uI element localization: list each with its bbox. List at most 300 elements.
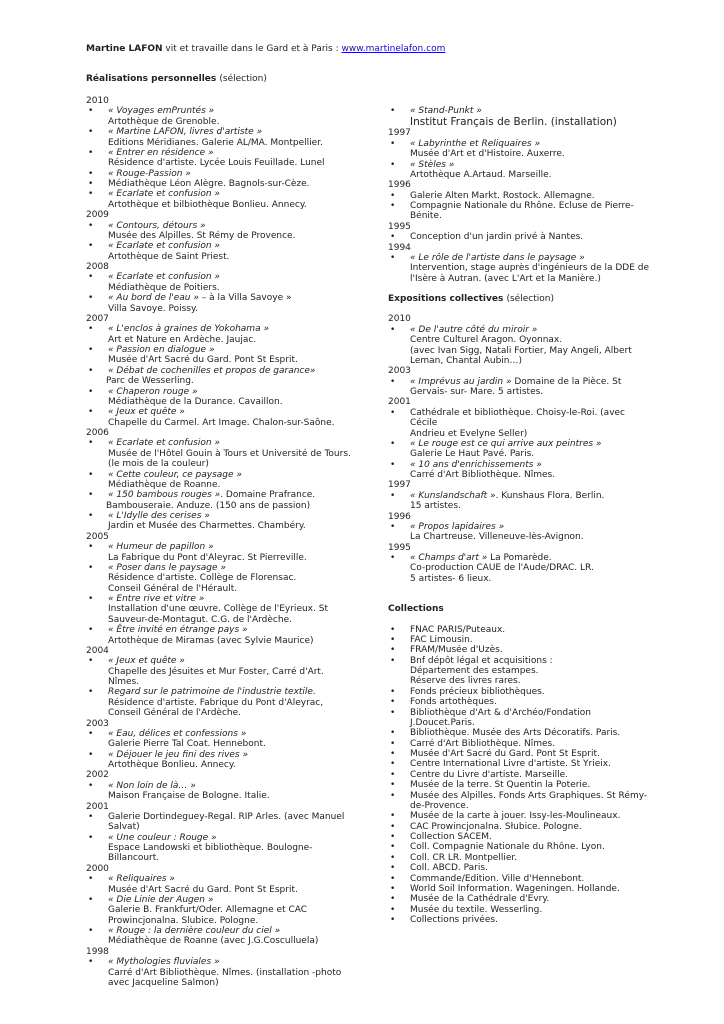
entry-title-rest: La Pomarède. (487, 553, 552, 563)
year-heading: 1994 (388, 242, 411, 253)
entry-title-text: « Ecarlate et confusion » (108, 438, 220, 449)
bullet-icon: • (88, 365, 94, 376)
collection-line: Réserve des livres rares. (410, 676, 521, 687)
collection-item (388, 687, 650, 697)
collection-line: Fonds précieux bibliothèques. (410, 686, 545, 697)
collection-item (388, 832, 650, 842)
list-item (388, 191, 650, 201)
year-heading: 2003 (388, 366, 411, 377)
bullet-icon: • (88, 542, 94, 553)
entry-title (108, 625, 356, 635)
entry-detail: Médiathèque de Roanne. (108, 479, 221, 490)
collection-item (388, 749, 650, 759)
entry-detail: Carré d'Art Bibliothèque. Nîmes. (installation -photo (108, 967, 342, 978)
collection-item (388, 863, 650, 873)
entry-title (108, 438, 356, 448)
entry-title (410, 491, 650, 501)
entry-title-text: « De l'autre côté du miroir » (410, 324, 538, 335)
entry-title-text: « Champs d'art » (410, 553, 488, 563)
collection-line: Collection SACEM. (410, 832, 492, 842)
bullet-icon: • (390, 634, 396, 645)
list-item (388, 491, 650, 512)
entry-detail: Villa Savoye. Poissy. (108, 303, 198, 314)
entry-detail: Intervention, stage auprès d'ingénieurs de la DDE de (410, 263, 650, 274)
bullet-icon: • (88, 780, 94, 791)
entry-detail: Nîmes. (108, 677, 140, 687)
collection-line: Musée de la terre. St Quentin la Poterie. (410, 780, 591, 791)
list-item (86, 957, 356, 988)
collection-line: Musée des Alpilles. Fonds Arts Graphiques. St Rémy- (410, 790, 648, 801)
list-item (388, 408, 650, 439)
entry-detail: 5 artistes- 6 lieux. (410, 573, 492, 584)
entry-detail: Galerie Dortindeguey-Regal. RIP Arles. (avec Manuel (108, 811, 345, 822)
entry-title (108, 106, 356, 116)
entry-title (108, 127, 356, 137)
bullet-icon: • (390, 738, 396, 749)
collection-item (388, 874, 650, 884)
entry-detail: Bambouseraie. Anduze. (150 ans de passion) (106, 500, 311, 511)
entry-detail: La Fabrique du Pont d'Aleyrac. St Pierreville. (108, 552, 307, 563)
entry-detail: Leman, Chantal Aubin…) (410, 355, 523, 366)
bullet-icon: • (88, 147, 94, 158)
entry-detail: Espace Landowski et bibliothèque. Boulogne- (108, 843, 313, 853)
list-item (86, 926, 356, 947)
bullet-icon: • (390, 904, 396, 915)
entry-title-text: « Jeux et quête » (108, 407, 185, 418)
collection-item (388, 697, 650, 707)
list-item (388, 325, 650, 367)
entry-detail: Résidence d'artiste. Fabrique du Pont d'Aleyrac, (108, 697, 324, 708)
year-heading: 1997 (388, 128, 411, 139)
entry-title-text: « Le rouge est ce qui arrive aux peintres » (410, 438, 602, 449)
bullet-icon: • (390, 769, 396, 780)
year-heading: 2010 (86, 96, 109, 106)
entry-title (410, 139, 650, 149)
entry-detail: Andrieu et Evelyne Seller) (410, 428, 528, 439)
collection-line: FRAM/Musée d'Uzès. (410, 645, 503, 656)
entry-detail: Artothèque Bonlieu. Annecy. (108, 760, 236, 770)
entry-title (108, 687, 356, 697)
entry-title-text: « Rouge-Passion » (108, 168, 191, 179)
list-item (86, 656, 356, 687)
entry-title (108, 293, 356, 303)
list-item (86, 272, 356, 293)
collection-item (388, 822, 650, 832)
entry-detail: Maison Française de Bologne. Italie. (108, 791, 270, 802)
year-heading: 1995 (388, 221, 411, 232)
bullet-icon: • (88, 272, 94, 283)
list-item (86, 750, 356, 771)
bullet-icon: • (88, 189, 94, 200)
entry-title-text: « Voyages emPruntés » (108, 106, 215, 117)
entry-detail: La Chartreuse. Villeneuve-lès-Avignon. (410, 532, 584, 543)
entry-title-text: « Humeur de papillon » (108, 542, 214, 553)
collection-line: J.Doucet.Paris. (410, 717, 475, 728)
entry-title (108, 750, 356, 760)
entry-title-text: « Propos lapidaires » (410, 521, 505, 532)
entry-title (410, 325, 650, 335)
list-item (86, 563, 356, 594)
collection-item (388, 791, 650, 812)
list-item (86, 511, 356, 532)
collection-item (388, 905, 650, 915)
bullet-icon: • (88, 106, 94, 117)
list-item (86, 625, 356, 646)
bullet-icon: • (390, 252, 396, 263)
entry-detail: Conseil Général de l'Ardèche. (108, 708, 241, 719)
entry-detail: Jardin et Musée des Charmettes. Chambéry. (108, 521, 306, 532)
entry-detail: Musée de l'Hôtel Gouin à Tours et Université de Tours. (108, 448, 351, 459)
entry-title-text: « Entre rive et vitre » (108, 594, 205, 604)
entry-title (108, 407, 356, 417)
entry-title (410, 439, 650, 449)
entry-title (410, 160, 650, 170)
entry-title (108, 874, 356, 884)
bullet-icon: • (390, 232, 396, 243)
list-item (388, 522, 650, 543)
list-item (86, 407, 356, 428)
year-heading: 2001 (388, 397, 411, 408)
entry-title (410, 253, 650, 263)
bullet-icon: • (390, 655, 396, 666)
entry-title (108, 148, 356, 158)
bullet-icon: • (390, 883, 396, 894)
entry-detail: Parc de Wesserling. (106, 376, 194, 387)
bullet-icon: • (390, 190, 396, 201)
list-item (388, 460, 650, 481)
bullet-icon: • (88, 511, 94, 521)
collection-item (388, 728, 650, 738)
list-item (86, 895, 356, 926)
entry-title (108, 470, 356, 480)
collection-line: Musée du textile. Wesserling. (410, 904, 543, 915)
entry-detail: Installation d'une œuvre. Collège de l'Eyrieux. St (108, 604, 328, 615)
bullet-icon: • (88, 407, 94, 418)
bullet-icon: • (88, 832, 94, 843)
list-item (86, 293, 356, 314)
entry-detail: Editions Méridianes. Galerie AL/MA. Montpellier. (108, 137, 323, 148)
list-item (86, 189, 356, 210)
entry-title (410, 522, 650, 532)
bullet-icon: • (390, 686, 396, 697)
collection-item (388, 842, 650, 852)
collection-item (388, 645, 650, 655)
collection-line: Carré d'Art Bibliothèque. Nîmes. (410, 738, 556, 749)
bullet-icon: • (390, 407, 396, 418)
entry-title-text: « Martine LAFON, livres d'artiste » (108, 127, 263, 138)
entry-title-text: « Eau, délices et confessions » (108, 728, 247, 739)
collection-line: Coll. ABCD. Paris. (410, 863, 488, 874)
page-header (86, 44, 445, 54)
website-link[interactable]: www.martinelafon.com (341, 44, 446, 54)
list-item (86, 169, 356, 179)
bullet-icon: • (390, 159, 396, 170)
entry-title (108, 656, 356, 666)
collection-line: Département des estampes. (410, 666, 539, 676)
list-item (86, 542, 356, 563)
collection-line: Fonds artothèques. (410, 697, 497, 708)
entry-title-text: « L'Idylle des cerises » (108, 511, 210, 521)
bullet-icon: • (390, 707, 396, 718)
entry-title (108, 221, 356, 231)
bullet-icon: • (88, 324, 94, 335)
entry-title (108, 542, 356, 552)
entry-title (108, 594, 356, 604)
year-heading: 1996 (388, 180, 411, 191)
list-item (86, 812, 356, 833)
list-item (86, 470, 356, 491)
bullet-icon: • (88, 345, 94, 355)
year-heading: 2005 (86, 531, 109, 542)
entry-title-text: « Kunslandschaft » (410, 490, 496, 501)
entry-detail: Conseil Général de l'Hérault. (108, 583, 238, 594)
year-heading: 1998 (86, 946, 109, 957)
bullet-icon: • (88, 874, 94, 885)
collection-item (388, 739, 650, 749)
year-heading: 2004 (86, 645, 109, 656)
spacer (388, 584, 650, 594)
entry-detail: Galerie Le Haut Pavé. Paris. (410, 449, 535, 460)
bullet-icon: • (88, 811, 94, 822)
entry-title-text: « 10 ans d'enrichissements » (410, 459, 542, 470)
bullet-icon: • (88, 241, 94, 252)
bullet-icon: • (390, 759, 396, 770)
list-item (86, 324, 356, 345)
bullet-icon: • (390, 894, 396, 905)
entry-title (108, 272, 356, 282)
left-column (86, 96, 356, 988)
bullet-icon: • (390, 697, 396, 708)
collection-line: Musée de la Cathédrale d'Evry. (410, 894, 550, 905)
year-heading: 2010 (388, 314, 411, 325)
bullet-icon: • (88, 594, 94, 604)
entry-title-text: « Entrer en résidence » (108, 147, 214, 158)
bullet-icon: • (88, 293, 94, 304)
entry-title (108, 781, 356, 791)
bullet-icon: • (88, 957, 94, 968)
bullet-icon: • (390, 780, 396, 791)
bullet-icon: • (390, 915, 396, 925)
collections-title: Collections (388, 604, 444, 615)
list-item (86, 594, 356, 625)
entry-title (108, 324, 356, 334)
entry-title (108, 241, 356, 251)
entry-title-text: « Débat de cochenilles et propos de garance» (108, 365, 316, 376)
bullet-icon: • (88, 656, 94, 667)
list-item (86, 387, 356, 408)
entry-title-rest: . Domaine Prafrance. (220, 490, 316, 501)
bullet-icon: • (88, 894, 94, 905)
list-item (86, 241, 356, 262)
list-item (388, 553, 650, 584)
collection-line: Centre du Livre d'artiste. Marseille. (410, 769, 568, 780)
entry-detail: Compagnie Nationale du Rhône. Ecluse de Pierre- (410, 201, 634, 211)
collection-item (388, 635, 650, 645)
collection-line: FNAC PARIS/Puteaux. (410, 624, 506, 635)
bullet-icon: • (390, 106, 396, 116)
expositions-title-text: Expositions collectives (388, 294, 504, 304)
entry-detail: Musée d'Art Sacré du Gard. Pont St Esprit. (108, 884, 298, 895)
entry-title-rest: – à la Villa Savoye » (198, 293, 292, 304)
bullet-icon: • (88, 469, 94, 480)
bullet-icon: • (88, 127, 94, 138)
entry-detail: Cathédrale et bibliothèque. Choisy-le-Roi. (avec Cécile (410, 407, 626, 429)
bullet-icon: • (390, 553, 396, 563)
entry-title (108, 387, 356, 397)
entry-title-text: « Die Linie der Augen » (108, 894, 214, 905)
entry-title-text: « Mythologies fluviales » (108, 957, 220, 968)
entry-title (108, 490, 356, 500)
list-item (388, 160, 650, 181)
entry-detail: Galerie Pierre Tal Coat. Hennebont. (108, 739, 266, 750)
entry-detail: (avec Ivan Sigg, Natali Fortier, May Angeli, Albert (410, 345, 632, 356)
bullet-icon: • (88, 749, 94, 760)
year-heading: 1996 (388, 511, 411, 522)
entry-detail: Billancourt. (108, 853, 160, 864)
entry-title (410, 377, 650, 387)
entry-detail: Conception d'un jardin privé à Nantes. (410, 232, 584, 243)
entry-title (108, 563, 356, 573)
entry-detail: Prowincjonalna. Slubice. Pologne. (108, 915, 259, 926)
list-item (388, 377, 650, 398)
bullet-icon: • (390, 376, 396, 387)
year-heading: 1997 (388, 480, 411, 491)
entry-title-text: « Ecarlate et confusion » (108, 189, 220, 200)
entry-detail: Médiathèque de Poitiers. (108, 282, 220, 293)
list-item (86, 833, 356, 864)
entry-title (108, 895, 356, 905)
bullet-icon: • (390, 138, 396, 149)
list-item (388, 439, 650, 460)
bullet-icon: • (390, 832, 396, 842)
collection-line: de-Provence. (410, 800, 469, 811)
entry-detail: (le mois de la couleur) (108, 459, 209, 470)
entry-title (108, 926, 356, 936)
header-text: vit et travaille dans le Gard et à Paris : (162, 44, 342, 54)
collection-line: Coll. Compagnie Nationale du Rhône. Lyon. (410, 842, 605, 853)
collection-item (388, 656, 650, 687)
entry-detail: Résidence d'artiste. Collège de Florensac. (108, 573, 297, 584)
expositions-subtitle: (sélection) (506, 294, 554, 304)
entry-title-rest: Domaine de la Pièce. St (511, 376, 622, 387)
entry-detail: l'Isère à Autran. (avec L'Art et la Manière.) (410, 273, 601, 284)
collection-line: Musée d'Art Sacré du Gard. Pont St Esprit. (410, 749, 600, 759)
entry-detail: Médiathèque Léon Alègre. Bagnols-sur-Cèze. (108, 179, 310, 189)
entry-title-text: « Au bord de l'eau » (108, 293, 199, 304)
list-item (388, 232, 650, 242)
year-heading: 2006 (86, 428, 109, 438)
collection-line: World Soil Information. Wageningen. Hollande. (410, 883, 620, 894)
collection-item (388, 884, 650, 894)
collection-item (388, 759, 650, 769)
entry-title-text: « Passion en dialogue » (108, 345, 215, 355)
bullet-icon: • (88, 386, 94, 397)
bullet-icon: • (88, 168, 94, 179)
entry-detail: Institut Français de Berlin. (installation) (410, 116, 617, 129)
entry-detail: Galerie Alten Markt. Rostock. Allemagne. (410, 190, 595, 201)
entry-detail: Musée des Alpilles. St Rémy de Provence. (108, 230, 296, 241)
year-heading: 2009 (86, 210, 109, 221)
list-item (86, 729, 356, 750)
entry-title-text: « Rouge : la dernière couleur du ciel » (108, 926, 281, 936)
entry-detail: Sauveur-de-Montagut. C.G. de l'Ardèche. (108, 614, 292, 625)
entry-title (108, 729, 356, 739)
list-item (86, 106, 356, 127)
entry-title-text: « Chaperon rouge » (108, 386, 198, 397)
bullet-icon: • (88, 490, 94, 501)
entry-title (108, 345, 356, 355)
entry-detail: Artothèque et bilbiothèque Bonlieu. Annecy. (108, 199, 307, 210)
entry-detail: Résidence d'artiste. Lycée Louis Feuillade. Lunel (108, 158, 325, 169)
entry-title (108, 957, 356, 967)
bullet-icon: • (390, 324, 396, 335)
list-item (388, 253, 650, 284)
entry-detail: Musée d'Art Sacré du Gard. Pont St Esprit. (108, 355, 298, 366)
bullet-icon: • (390, 863, 396, 874)
year-heading: 2007 (86, 313, 109, 324)
collection-line: Bibliothèque. Musée des Arts Décoratifs. Paris. (410, 728, 621, 739)
entry-title (108, 833, 356, 843)
entry-title-text: « Le rôle de l'artiste dans le paysage » (410, 252, 585, 263)
entry-title (108, 169, 356, 179)
entry-title-text: « Imprévus au jardin » (410, 376, 512, 387)
bullet-icon: • (88, 728, 94, 739)
entry-title-text: « Reliquaires » (108, 874, 175, 885)
entry-detail: Musée d'Art et d'Histoire. Auxerre. (410, 149, 565, 160)
entry-title-text: Regard sur le patrimoine de l'industrie textile. (108, 687, 316, 698)
collection-line: FAC Limousin. (410, 634, 473, 645)
bullet-icon: • (390, 821, 396, 832)
bullet-icon: • (390, 728, 396, 739)
entry-title-text: « Contours, détours » (108, 220, 206, 231)
entry-title-text: « Ecarlate et confusion » (108, 272, 220, 283)
collection-item (388, 811, 650, 821)
entry-title (108, 366, 356, 376)
entry-detail: Salvat) (108, 822, 140, 833)
collection-line: Commande/Edition. Ville d'Hennebont. (410, 873, 585, 884)
list-item (86, 221, 356, 242)
entry-detail: Art et Nature en Ardèche. Jaujac. (108, 334, 257, 345)
list-item (86, 490, 356, 511)
entry-detail: Artothèque de Grenoble. (108, 116, 220, 127)
entry-detail: Chapelle du Carmel. Art Image. Chalon-sur-Saône. (108, 417, 335, 428)
entry-title (108, 511, 356, 521)
collection-item (388, 770, 650, 780)
collection-item (388, 915, 650, 925)
entry-title-text: « Cette couleur, ce paysage » (108, 469, 242, 480)
entry-title-text: « Une couleur : Rouge » (108, 832, 217, 843)
entry-title-text: « Ecarlate et confusion » (108, 241, 220, 252)
list-item (86, 687, 356, 718)
bullet-icon: • (390, 873, 396, 884)
list-item (388, 201, 650, 222)
collection-item (388, 853, 650, 863)
bullet-icon: • (88, 438, 94, 449)
list-item (388, 106, 650, 128)
collection-line: Bibliothèque d'Art & d'Archéo/Fondation (410, 707, 591, 718)
entry-title-text: « 150 bambous rouges » (108, 490, 221, 501)
year-heading: 1995 (388, 542, 411, 553)
year-heading: 2008 (86, 262, 109, 272)
collection-line: Coll. CR LR. Montpellier. (410, 852, 518, 863)
entry-detail: Carré d'Art Bibliothèque. Nîmes. (410, 470, 556, 480)
bullet-icon: • (390, 438, 396, 449)
bullet-icon: • (390, 842, 396, 853)
collection-line: Centre International Livre d'artiste. St Yrieix. (410, 759, 611, 770)
entry-title (410, 460, 650, 470)
entry-detail: Artothèque de Miramas (avec Sylvie Maurice) (108, 635, 314, 646)
entry-title-text: « Stèles » (410, 159, 455, 170)
